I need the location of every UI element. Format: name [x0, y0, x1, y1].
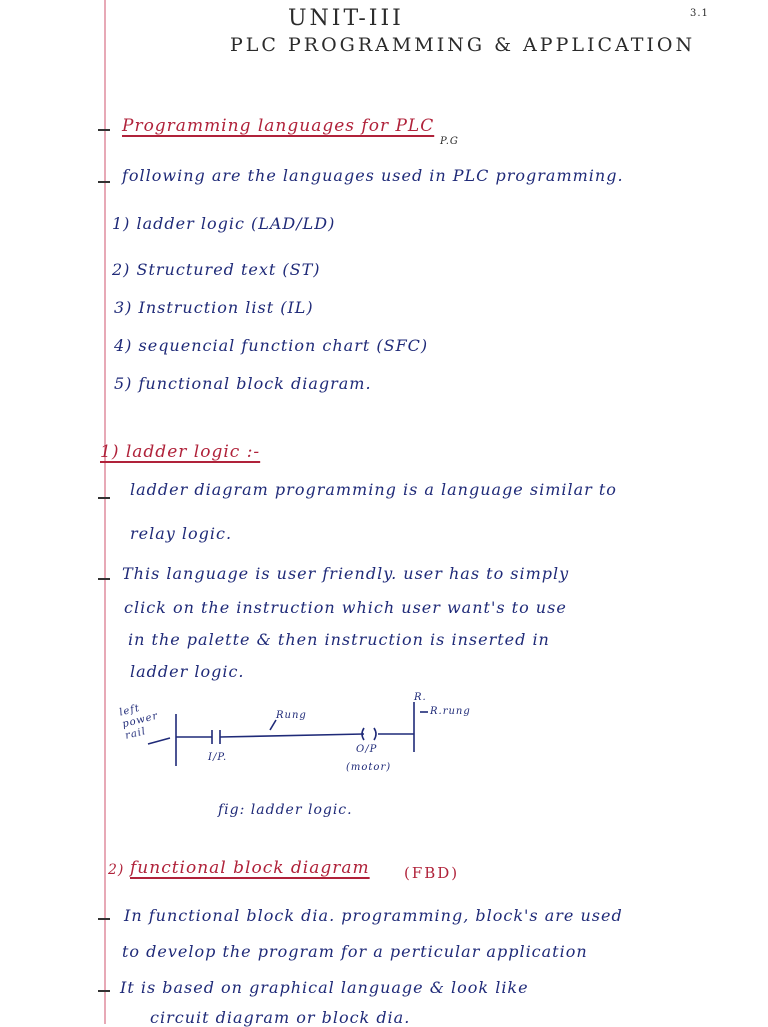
section-heading-languages: Programming languages for PLC: [122, 116, 435, 136]
bullet-dash: [98, 918, 110, 920]
language-item: 1) ladder logic (LAD/LD): [112, 214, 336, 233]
ladder-para2-line: ladder logic.: [130, 662, 245, 681]
diagram-label-r-rung: R.rung: [430, 706, 471, 717]
page-title: PLC PROGRAMMING & APPLICATION: [230, 34, 696, 56]
ladder-para2-line: in the palette & then instruction is inserted in: [128, 630, 550, 649]
fbd-line: In functional block dia. programming, block's are used: [124, 906, 623, 925]
rung-arrow: [270, 720, 276, 730]
language-item: 2) Structured text (ST): [112, 260, 321, 279]
diagram-label-op: O/P: [356, 744, 378, 755]
diagram-label-left-rail: left power rail: [118, 702, 160, 742]
side-note: P.G: [440, 136, 459, 147]
ladder-para1-line2: relay logic.: [130, 524, 233, 543]
ladder-para2-line: This language is user friendly. user has to simply: [122, 564, 570, 583]
diagram-label-right: R.: [414, 692, 427, 703]
fbd-abbr: (FBD): [404, 864, 460, 882]
section-heading-fbd: functional block diagram: [130, 858, 370, 878]
diagram-caption: fig: ladder logic.: [218, 802, 353, 818]
ladder-para1-line1: ladder diagram programming is a language similar to: [130, 480, 617, 499]
unit-label: UNIT-III: [288, 6, 404, 31]
language-item: 5) functional block diagram.: [114, 374, 372, 393]
fbd-line: circuit diagram or block dia.: [150, 1008, 411, 1027]
diagram-label-rung: Rung: [276, 710, 307, 721]
section-heading-ladder: 1) ladder logic :-: [100, 442, 261, 462]
diagram-label-ip: I/P.: [208, 752, 228, 763]
page-number: 3.1: [690, 8, 709, 19]
coil-right: [374, 728, 376, 740]
diagram-label-motor: (motor): [346, 762, 392, 773]
fbd-line: to develop the program for a perticular application: [122, 942, 588, 961]
rung-wire: [220, 734, 364, 737]
ladder-para2-line: click on the instruction which user want's to use: [124, 598, 567, 617]
language-item: 4) sequencial function chart (SFC): [114, 336, 429, 355]
fbd-line: It is based on graphical language & look like: [120, 978, 529, 997]
intro-text: following are the languages used in PLC programming.: [122, 166, 624, 185]
bullet-dash: [98, 990, 110, 992]
fbd-heading-number: 2): [108, 862, 125, 878]
language-item: 3) Instruction list (IL): [114, 298, 314, 317]
rail-arrow: [148, 738, 170, 744]
